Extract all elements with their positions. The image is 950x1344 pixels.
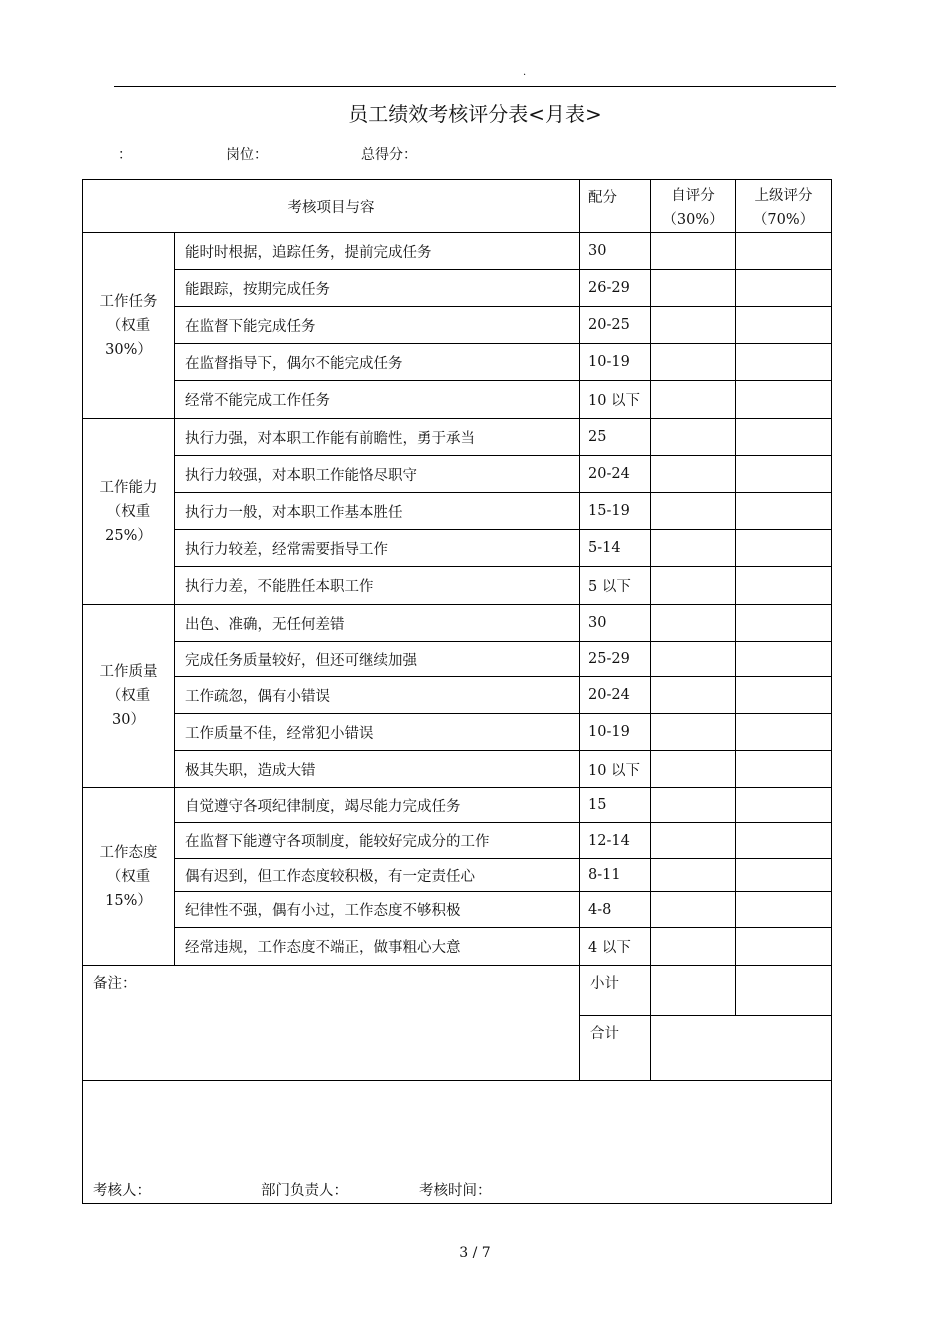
table-row: [83, 307, 832, 344]
score-range: 10 以下: [580, 381, 651, 419]
remarks-cell[interactable]: [83, 966, 580, 1081]
self-score-cell[interactable]: [651, 928, 736, 966]
table-row: [83, 677, 832, 714]
header-rule: [114, 86, 836, 87]
subtotal-label: 小计: [580, 966, 651, 1016]
header-self-score: [651, 180, 736, 233]
criterion-description: 执行力差，不能胜任本职工作: [175, 567, 580, 605]
table-row: [83, 270, 832, 307]
criterion-description: 执行力一般，对本职工作基本胜任: [175, 493, 580, 530]
table-row: [83, 493, 832, 530]
score-range: 4 以下: [580, 928, 651, 966]
score-range: 30: [580, 605, 651, 642]
total-score-label: 总得分：: [361, 147, 417, 163]
table-row: [83, 859, 832, 892]
header-score: 配分: [580, 180, 651, 233]
signature-row: [83, 1081, 832, 1204]
category-cell: [83, 788, 175, 966]
category-cell: [83, 233, 175, 419]
remarks-label: 备注：: [93, 976, 137, 992]
score-range: 15: [580, 788, 651, 823]
table-row: [83, 567, 832, 605]
post-label: 岗位：: [226, 147, 268, 163]
table-row: [83, 928, 832, 966]
superior-score-cell[interactable]: [736, 892, 832, 928]
score-range: 30: [580, 233, 651, 270]
self-score-cell[interactable]: [651, 381, 736, 419]
header-dot: .: [523, 67, 527, 78]
criterion-description: 能时时根据，追踪任务，提前完成任务: [175, 233, 580, 270]
criterion-description: 在监督下能遵守各项制度，能较好完成分的工作: [175, 823, 580, 859]
category-name: 工作能力: [99, 479, 158, 496]
score-range: 10-19: [580, 714, 651, 751]
category-weight: 30）: [112, 712, 145, 728]
superior-score-cell[interactable]: [736, 928, 832, 966]
header-superior-score: [736, 180, 832, 233]
score-range: 5-14: [580, 530, 651, 567]
score-range: 25: [580, 419, 651, 456]
score-range: 10 以下: [580, 751, 651, 788]
table-row: [83, 892, 832, 928]
score-range: 26-29: [580, 270, 651, 307]
self-score-cell[interactable]: [651, 307, 736, 344]
superior-score-cell[interactable]: [736, 456, 832, 493]
table-row: [83, 344, 832, 381]
category-weight: （权重: [106, 317, 151, 334]
category-name: 工作质量: [99, 664, 158, 680]
subtotal-row: [83, 966, 832, 1016]
criterion-description: 经常违规，工作态度不端正，做事粗心大意: [175, 928, 580, 966]
superior-score-cell[interactable]: [736, 605, 832, 642]
document-title: 员工绩效考核评分表<月表>: [348, 102, 602, 126]
total-value-cell[interactable]: [651, 1016, 832, 1081]
criterion-description: 经常不能完成工作任务: [175, 381, 580, 419]
table-row: [83, 233, 832, 270]
header-self-weight: （30%）: [662, 212, 724, 228]
table-row: [83, 456, 832, 493]
table-row: [83, 419, 832, 456]
criterion-description: 工作疏忽，偶有小错误: [175, 677, 580, 714]
superior-score-cell[interactable]: [736, 642, 832, 677]
table-row: [83, 530, 832, 567]
self-score-cell[interactable]: [651, 605, 736, 642]
table-row: [83, 788, 832, 823]
header-row: [83, 180, 832, 233]
self-score-cell[interactable]: [651, 714, 736, 751]
superior-score-cell[interactable]: [736, 530, 832, 567]
self-score-cell[interactable]: [651, 823, 736, 859]
superior-score-cell[interactable]: [736, 823, 832, 859]
evaluation-table: [82, 179, 832, 1204]
self-score-cell[interactable]: [651, 642, 736, 677]
table-row: [83, 714, 832, 751]
criterion-description: 执行力较差，经常需要指导工作: [175, 530, 580, 567]
criterion-description: 执行力强，对本职工作能有前瞻性，勇于承当: [175, 419, 580, 456]
superior-score-cell[interactable]: [736, 344, 832, 381]
superior-score-cell[interactable]: [736, 567, 832, 605]
category-weight: （权重: [106, 688, 151, 704]
category-name: 工作态度: [99, 844, 158, 861]
category-weight: 30%）: [105, 341, 152, 358]
header-item: 考核项目与容: [83, 180, 580, 233]
category-cell: [83, 605, 175, 788]
self-score-cell[interactable]: [651, 567, 736, 605]
self-score-cell[interactable]: [651, 456, 736, 493]
table-row: [83, 381, 832, 419]
category-cell: [83, 419, 175, 605]
superior-score-cell[interactable]: [736, 714, 832, 751]
superior-score-cell[interactable]: [736, 270, 832, 307]
score-range: 12-14: [580, 823, 651, 859]
superior-score-cell[interactable]: [736, 859, 832, 892]
header-self-label: 自评分: [671, 188, 715, 204]
self-score-cell[interactable]: [651, 419, 736, 456]
criterion-description: 偶有迟到，但工作态度较积极，有一定责任心: [175, 859, 580, 892]
self-score-cell[interactable]: [651, 677, 736, 714]
criterion-description: 工作质量不佳，经常犯小错误: [175, 714, 580, 751]
reviewer-label: 考核人：: [93, 1183, 151, 1199]
self-score-cell[interactable]: [651, 344, 736, 381]
superior-score-cell[interactable]: [736, 233, 832, 270]
score-range: 25-29: [580, 642, 651, 677]
superior-score-cell[interactable]: [736, 677, 832, 714]
criterion-description: 执行力较强，对本职工作能恪尽职守: [175, 456, 580, 493]
score-range: 20-25: [580, 307, 651, 344]
score-range: 4-8: [580, 892, 651, 928]
criterion-description: 极其失职，造成大错: [175, 751, 580, 788]
subtotal-superior-cell[interactable]: [736, 966, 832, 1016]
review-time-label: 考核时间：: [419, 1183, 492, 1199]
score-range: 15-19: [580, 493, 651, 530]
self-score-cell[interactable]: [651, 751, 736, 788]
self-score-cell[interactable]: [651, 233, 736, 270]
criterion-description: 完成任务质量较好，但还可继续加强: [175, 642, 580, 677]
category-weight: （权重: [106, 503, 151, 520]
criterion-description: 在监督指导下，偶尔不能完成任务: [175, 344, 580, 381]
dept-head-label: 部门负责人：: [261, 1183, 348, 1199]
criterion-description: 在监督下能完成任务: [175, 307, 580, 344]
superior-score-cell[interactable]: [736, 307, 832, 344]
subtotal-self-cell[interactable]: [651, 966, 736, 1016]
score-range: 20-24: [580, 677, 651, 714]
page-number: 3 / 7: [459, 1245, 491, 1261]
score-range: 8-11: [580, 859, 651, 892]
table-row: [83, 751, 832, 788]
criterion-description: 自觉遵守各项纪律制度，竭尽能力完成任务: [175, 788, 580, 823]
superior-score-cell[interactable]: [736, 419, 832, 456]
self-score-cell[interactable]: [651, 530, 736, 567]
signature-cell: [83, 1081, 832, 1204]
category-weight: （权重: [106, 868, 151, 885]
score-range: 10-19: [580, 344, 651, 381]
superior-score-cell[interactable]: [736, 751, 832, 788]
self-score-cell[interactable]: [651, 892, 736, 928]
category-weight: 15%）: [105, 892, 152, 909]
header-superior-label: 上级评分: [754, 188, 813, 204]
superior-score-cell[interactable]: [736, 493, 832, 530]
category-weight: 25%）: [105, 527, 152, 544]
superior-score-cell[interactable]: [736, 381, 832, 419]
score-range: 20-24: [580, 456, 651, 493]
criterion-description: 纪律性不强，偶有小过，工作态度不够积极: [175, 892, 580, 928]
table-row: [83, 823, 832, 859]
total-label: 合计: [580, 1016, 651, 1081]
criterion-description: 能跟踪，按期完成任务: [175, 270, 580, 307]
table-row: [83, 642, 832, 677]
name-label: ：: [118, 147, 132, 163]
self-score-cell[interactable]: [651, 270, 736, 307]
self-score-cell[interactable]: [651, 493, 736, 530]
self-score-cell[interactable]: [651, 788, 736, 823]
self-score-cell[interactable]: [651, 859, 736, 892]
score-range: 5 以下: [580, 567, 651, 605]
criterion-description: 出色、准确，无任何差错: [175, 605, 580, 642]
table-row: [83, 605, 832, 642]
superior-score-cell[interactable]: [736, 788, 832, 823]
category-name: 工作任务: [99, 293, 158, 310]
header-superior-weight: （70%）: [752, 212, 815, 228]
